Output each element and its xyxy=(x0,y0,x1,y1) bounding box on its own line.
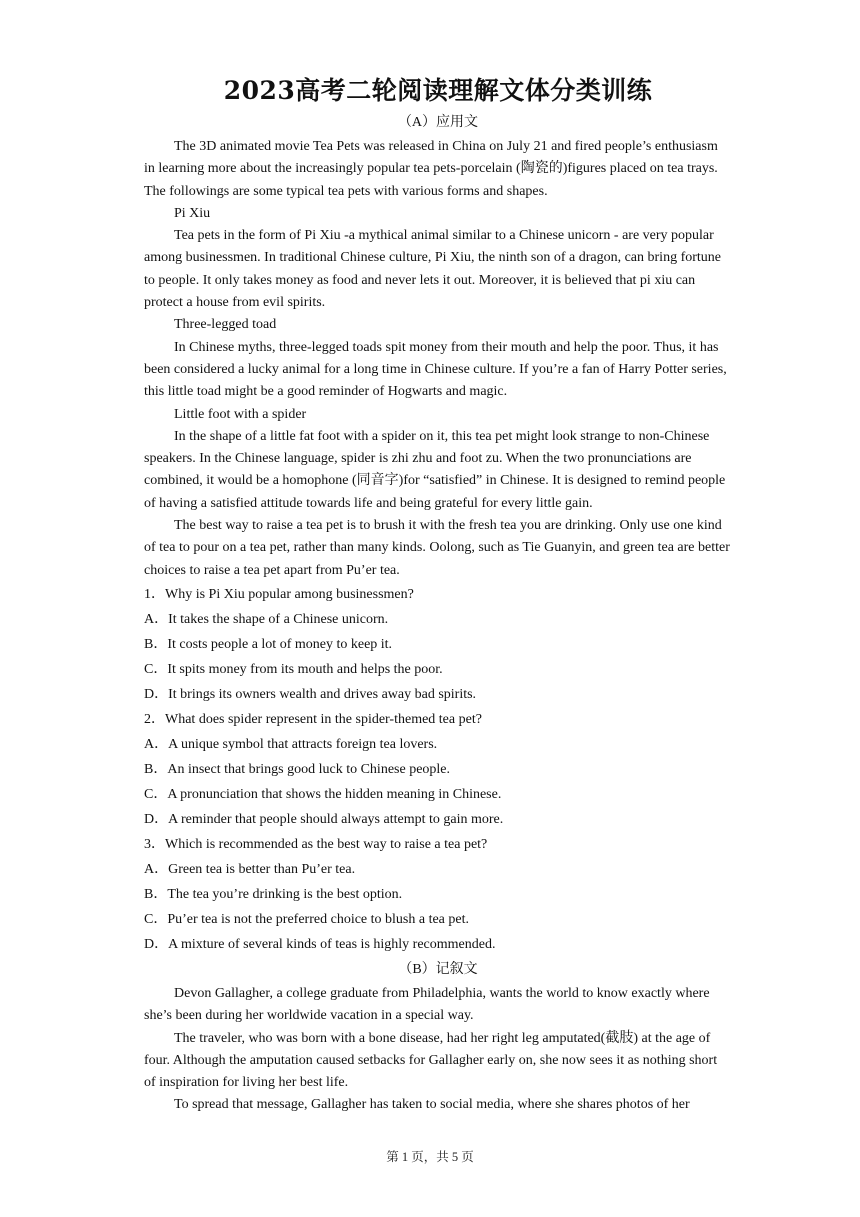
passage-a-paragraph-5: The best way to raise a tea pet is to brush it with the fresh tea you are drinking. Only use one kind of tea to pour on a tea pet, rather than many kinds. Oolong, such as Tie Guanyin, and green tea are better choices to raise a tea pet apart from Pu’er tea. xyxy=(144,518,730,578)
option-c[interactable]: C．It spits money from its mouth and helps the poor. xyxy=(144,661,443,677)
subheading-pi-xiu: Pi Xiu xyxy=(174,205,211,221)
option-d[interactable]: D．A reminder that people should always attempt to gain more. xyxy=(144,811,504,827)
option-d[interactable]: D．It brings its owners wealth and drives away bad spirits. xyxy=(144,686,477,702)
subheading-little-foot: Little foot with a spider xyxy=(174,406,307,422)
option-c[interactable]: C．A pronunciation that shows the hidden meaning in Chinese. xyxy=(144,786,502,802)
passage-b-paragraph-2: The traveler, who was born with a bone disease, had her right leg amputated(截肢) at the age of four. Although the amputation caused setbacks for Gallagher early on, she now sees it as nothing short of inspiration for living her best life. xyxy=(144,1030,718,1091)
question-stem: 1．Why is Pi Xiu popular among businessmen? xyxy=(144,586,414,602)
question-stem: 3．Which is recommended as the best way to raise a tea pet? xyxy=(144,836,488,852)
question-stem: 2．What does spider represent in the spider-themed tea pet? xyxy=(144,711,482,727)
passage-b-paragraph-1: Devon Gallagher, a college graduate from Philadelphia, wants the world to know exactly where she’s been during her worldwide vacation in a special way. xyxy=(144,985,710,1024)
passage-a-paragraph-4: In the shape of a little fat foot with a spider on it, this tea pet might look strange to non-Chinese speakers. In the Chinese language, spider is zhi zhu and foot zu. When the two pronunciations are combined, it would be a homophone (同音字)for “satisfied” in Chinese. It is designed to remind people of having a satisfied attitude towards life and being grateful for every little gain. xyxy=(144,428,726,511)
option-b[interactable]: B．It costs people a lot of money to keep it. xyxy=(144,636,393,652)
option-a[interactable]: A．It takes the shape of a Chinese unicorn. xyxy=(144,611,389,627)
option-a[interactable]: A．A unique symbol that attracts foreign tea lovers. xyxy=(144,736,438,752)
passage-a-paragraph-3: In Chinese myths, three-legged toads spit money from their mouth and help the poor. Thus, it has been considered a lucky animal for a long time in Chinese culture. If you’re a fan of Harry Potter series, this little toad might be a good reminder of Hogwarts and magic. xyxy=(144,339,727,400)
option-b[interactable]: B．The tea you’re drinking is the best option. xyxy=(144,886,403,902)
section-a-label: （A）应用文 xyxy=(397,115,479,130)
section-b-label: （B）记叙文 xyxy=(398,961,478,977)
question-3 xyxy=(144,832,732,957)
option-a[interactable]: A．Green tea is better than Pu’er tea. xyxy=(144,861,356,877)
option-d[interactable]: D．A mixture of several kinds of teas is highly recommended. xyxy=(144,936,496,952)
option-c[interactable]: C．Pu’er tea is not the preferred choice to blush a tea pet. xyxy=(144,911,469,927)
option-b[interactable]: B．An insect that brings good luck to Chinese people. xyxy=(144,761,451,777)
passage-b-paragraph-3: To spread that message, Gallagher has taken to social media, where she shares photos of her xyxy=(174,1097,690,1113)
passage-a-paragraph-1: The 3D animated movie Tea Pets was released in China on July 21 and fired people’s enthusiasm in learning more about the increasingly popular tea pets-porcelain (陶瓷的)figures placed on tea trays. The followings are some typical tea pets with various forms and shapes. xyxy=(144,139,718,199)
question-2 xyxy=(144,707,732,832)
question-1 xyxy=(144,582,732,707)
document-title: 2023高考二轮阅读理解文体分类训练 xyxy=(223,76,653,105)
passage-a-paragraph-2: Tea pets in the form of Pi Xiu -a mythical animal similar to a Chinese unicorn - are very popular among businessmen. In traditional Chinese culture, Pi Xiu, the ninth son of a dragon, can bring fortune to people. It only takes money as food and never lets it out. Moreover, it is believed that pi xiu can protect a house from evil spirits. xyxy=(144,228,721,311)
page-footer: 第 1 页，共 5 页 xyxy=(386,1150,474,1164)
document-page xyxy=(144,72,732,1117)
subheading-three-legged-toad: Three-legged toad xyxy=(174,317,277,333)
